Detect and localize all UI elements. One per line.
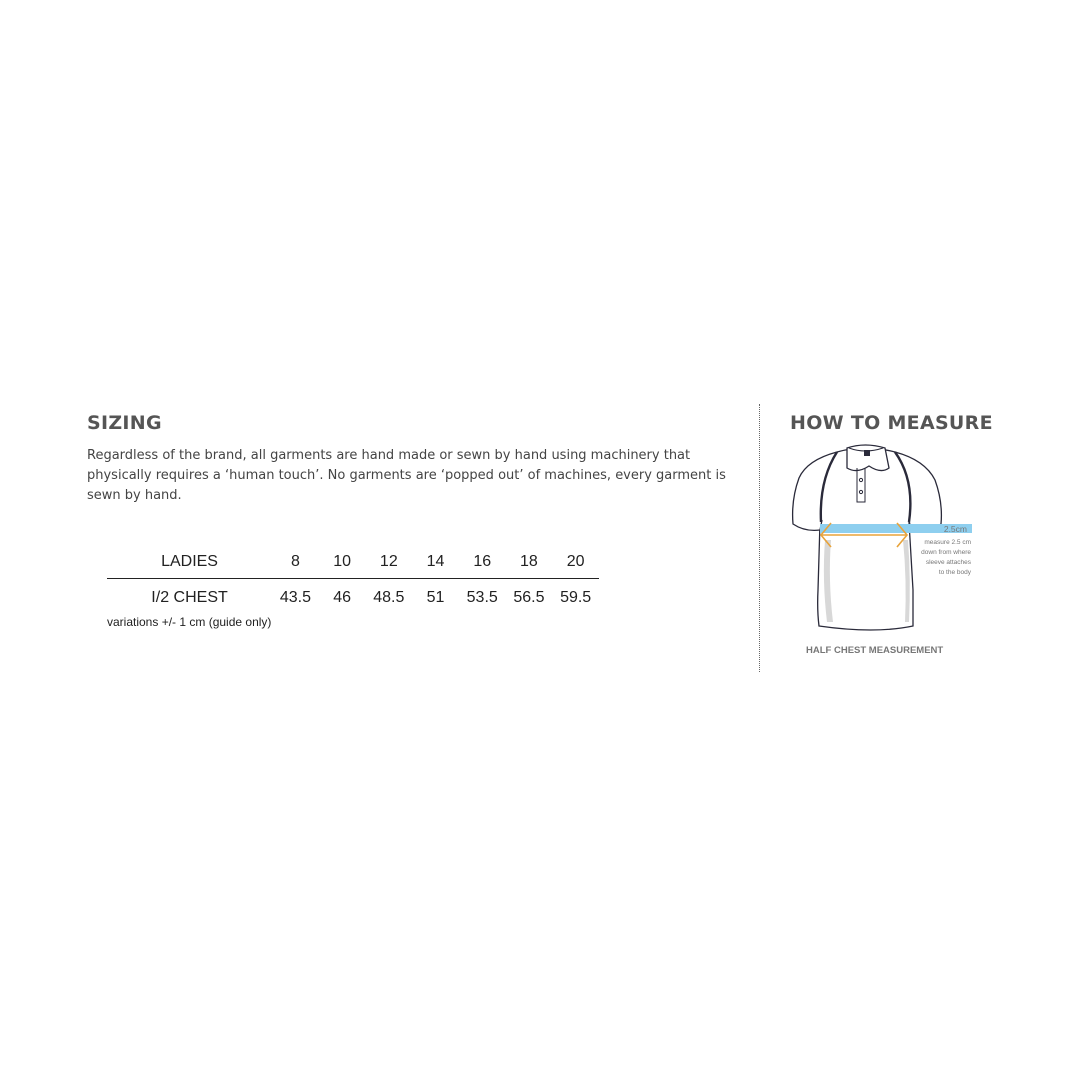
chest-value-10: 46 <box>333 589 352 606</box>
size-12: 12 <box>365 548 412 579</box>
shirt-label-tag <box>864 450 870 456</box>
size-variation-note: variations +/- 1 cm (guide only) <box>107 615 272 629</box>
chest-value-16: 53.5 <box>466 589 498 606</box>
size-header-row <box>107 548 599 579</box>
measure-instruction-line: to the body <box>938 569 971 576</box>
measure-instruction-line: sleeve attaches <box>925 559 971 566</box>
chest-value-12: 48.5 <box>373 589 405 606</box>
half-chest-caption: HALF CHEST MEASUREMENT <box>806 645 944 656</box>
half-chest-label: I/2 CHEST <box>151 589 228 606</box>
how-to-measure-heading: HOW TO MEASURE <box>790 412 993 434</box>
ladies-label: LADIES <box>107 548 272 579</box>
size-18: 18 <box>506 548 553 579</box>
size-table <box>107 548 599 612</box>
sizing-intro-text: Regardless of the brand, all garments are hand made or sewn by hand using machinery that physically requires a ‘human touch’. No garments are ‘popped out’ of machines, every garment is sewn by hand. <box>87 448 726 503</box>
band-size-label: 2.5cm <box>943 524 967 534</box>
chest-value-20: 59.5 <box>560 589 592 606</box>
chest-value-14: 51 <box>426 589 445 606</box>
size-16: 16 <box>459 548 506 579</box>
chest-value-8: 43.5 <box>279 589 311 606</box>
size-8: 8 <box>272 548 319 579</box>
shirt-collar <box>847 445 889 471</box>
sizing-heading: SIZING <box>87 412 162 434</box>
polo-shirt-illustration <box>785 440 985 640</box>
shirt-placket <box>857 468 865 502</box>
section-divider <box>759 404 760 672</box>
size-20: 20 <box>552 548 599 579</box>
size-14: 14 <box>412 548 459 579</box>
half-chest-row <box>107 579 599 613</box>
size-10: 10 <box>319 548 366 579</box>
shirt-button <box>859 490 862 493</box>
measure-instruction-line: measure 2.5 cm <box>924 539 971 546</box>
shirt-button <box>859 478 862 481</box>
chest-value-18: 56.5 <box>513 589 545 606</box>
measure-instruction-line: down from where <box>921 549 971 556</box>
